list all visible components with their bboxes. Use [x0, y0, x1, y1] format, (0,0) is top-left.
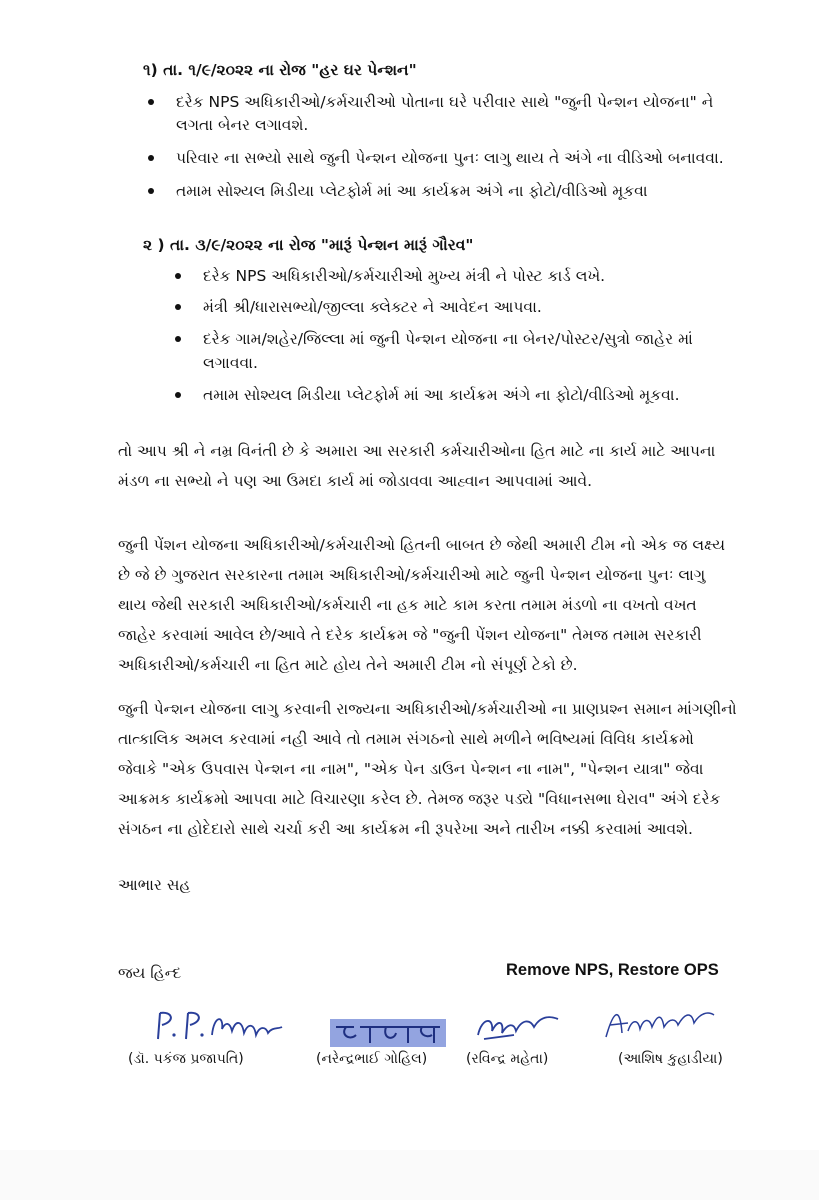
section1-bullet-2: પરિવાર ના સભ્યો સાથે જુની પેન્શન યોજના પુનઃ લાગુ થાય તે અંગે ના વીડિઓ બનાવવા. — [176, 149, 724, 167]
section2-bullet-1: દરેક NPS અધિકારીઓ/કર્મચારીઓ મુખ્ય મંત્રી ને પોસ્ટ કાર્ડ લખે. — [203, 267, 606, 285]
signature-2 — [330, 1017, 446, 1053]
signatory-name-4: (આશિષ કુહાડીયા) — [618, 1051, 723, 1067]
para1-line-5: અધિકારીઓ/કર્મચારી ના હિત માટે હોય તેને અમારી ટીમ નો સંપૂર્ણ ટેકો છે. — [118, 656, 578, 674]
section2-bullet-3-cont: લગાવવા. — [203, 354, 258, 372]
request-line-2: મંડળ ના સભ્યો ને પણ આ ઉમદા કાર્ય માં જોડાવવા આહ્વાન આપવામાં આવે. — [118, 472, 593, 490]
para1-line-1: જુની પેંશન યોજના અધિકારીઓ/કર્મચારીઓ હિતની બાબત છે જેથી અમારી ટીમ નો એક જ લક્ષ્ય — [118, 536, 726, 554]
para1-line-4: જાહેર કરવામાં આવેલ છે/આવે તે દરેક કાર્યક્રમ જે "જુની પેંશન યોજના" તેમજ તમામ સરકારી — [118, 626, 702, 644]
signatory-name-2: (નરેન્દ્રભાઈ ગોહિલ) — [316, 1051, 428, 1067]
request-line-1: તો આપ શ્રી ને નમ્ર વિનંતી છે કે અમારા આ સરકારી કર્મચારીઓના હિત માટે ના કાર્ય માટે આપના — [118, 442, 716, 460]
jai-hind-text: જય હિન્દ — [118, 964, 182, 982]
signatory-name-3: (રવિન્દ્ર મહેતા) — [466, 1051, 549, 1067]
signature-3 — [474, 1005, 564, 1049]
section2-bullet-3: દરેક ગામ/શહેર/જિલ્લા માં જુની પેન્શન યોજના ના બેનર/પોસ્ટર/સુત્રો જાહેર માં — [203, 330, 693, 348]
section2-heading: ૨ ) તા. ૩/૯/૨૦૨૨ ના રોજ "મારૂં પેન્શન મારૂં ગૌરવ" — [143, 236, 474, 254]
signature-1 — [150, 1005, 290, 1049]
section2-bullet-2: મંત્રી શ્રી/ધારાસભ્યો/જીલ્લા ક્લેક્ટર ને આવેદન આપવા. — [203, 298, 542, 316]
page-bottom-margin — [0, 1150, 819, 1200]
section1-heading: ૧) તા. ૧/૯/૨૦૨૨ ના રોજ "હર ઘર પેન્શન" — [143, 61, 417, 79]
section1-bullet-1: દરેક NPS અધિકારીઓ/કર્મચારીઓ પોતાના ઘરે પરીવાર સાથે "જુની પેન્શન યોજના" ને — [176, 93, 714, 111]
closing-text: આભાર સહ — [118, 876, 191, 894]
para2-line-4: આક્રમક કાર્યક્રમો આપવા માટે વિચારણા કરેલ છે. તેમજ જરૂર પડ્યે "વિધાનસભા ઘેરાવ" અંગે દરેક — [118, 790, 721, 808]
para2-line-3: જેવાકે "એક ઉપવાસ પેન્શન ના નામ", "એક પેન ડાઉન પેન્શન ના નામ", "પેન્શન યાત્રા" જેવા — [118, 760, 704, 778]
section2-bullet-4: તમામ સોશ્યલ મિડીયા પ્લેટફોર્મ માં આ કાર્યક્રમ અંગે ના ફોટો/વીડિઓ મૂકવા. — [203, 386, 680, 404]
para2-line-5: સંગઠન ના હોદેદારો સાથે ચર્ચા કરી આ કાર્યક્રમ ની રૂપરેખા અને તારીખ નક્કી કરવામાં આવશે. — [118, 820, 693, 838]
signatory-name-1: (ડૉ. પકંજ પ્રજાપતિ) — [128, 1051, 244, 1067]
para1-line-3: થાય જેથી સરકારી અધિકારીઓ/કર્મચારી ના હક માટે કામ કરતા તમામ મંડળો ના વખતો વખત — [118, 596, 697, 614]
para2-line-1: જુની પેન્શન યોજના લાગુ કરવાની રાજ્યના અધિકારીઓ/કર્મચારીઓ ના પ્રાણપ્રશ્ન સમાન માંગણીનો — [118, 700, 737, 718]
slogan-text: Remove NPS, Restore OPS — [506, 961, 719, 979]
signature-4 — [600, 1003, 720, 1047]
para1-line-2: છે જે છે ગુજરાત સરકારના તમામ અધિકારીઓ/કર્મચારીઓ માટે જુની પેન્શન યોજના પુનઃ લાગુ — [118, 566, 706, 584]
section1-bullet-3: તમામ સોશ્યલ મિડીયા પ્લેટફોર્મ માં આ કાર્યક્રમ અંગે ના ફોટો/વીડિઓ મૂકવા — [176, 182, 648, 200]
para2-line-2: તાત્કાલિક અમલ કરવામાં નહી આવે તો તમામ સંગઠનો સાથે મળીને ભવિષ્યમાં વિવિધ કાર્યક્રમો — [118, 730, 694, 748]
section1-bullet-1-cont: લગતા બેનર લગાવશે. — [176, 116, 309, 134]
